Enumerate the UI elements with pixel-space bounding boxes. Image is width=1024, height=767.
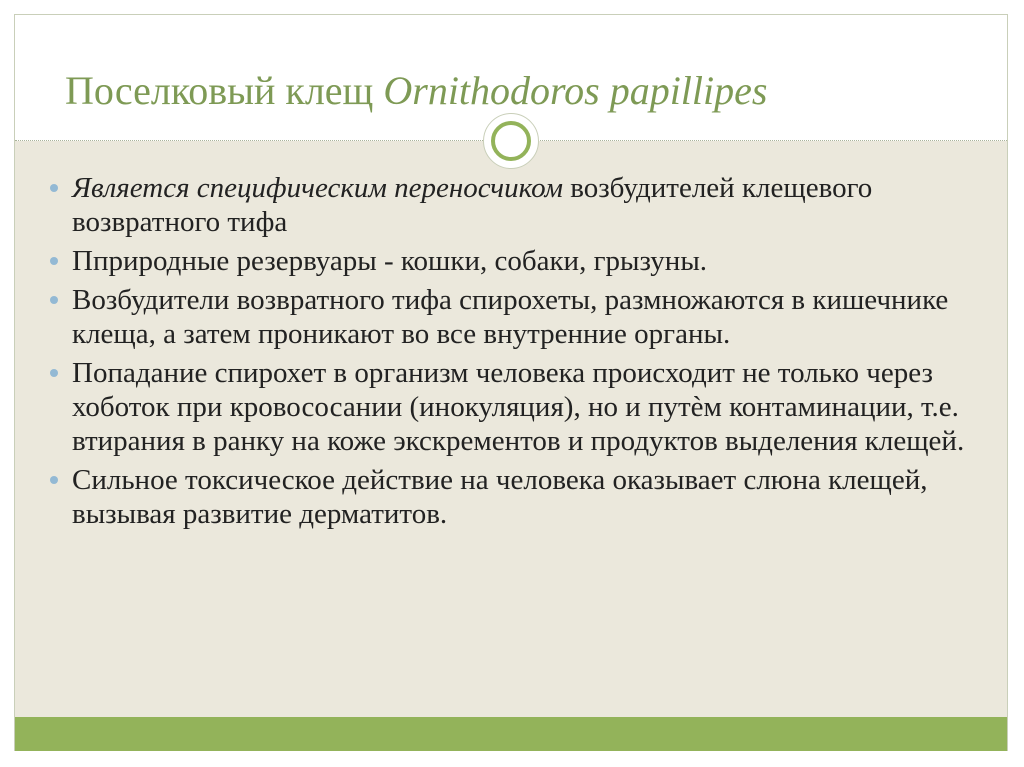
slide-title xyxy=(65,68,768,113)
bullet-text: возбудителей клещевого возвратного тифа xyxy=(72,172,873,238)
bullet-text: Возбудители возвратного тифа спирохеты, размножаются в кишечнике клеща, а затем проникают во все внутренние органы. xyxy=(72,284,949,350)
bullet-dot-icon xyxy=(50,476,58,484)
bullet-text: Пприродные резервуары - кошки, собаки, грызуны. xyxy=(72,245,708,277)
bullet-item xyxy=(50,283,990,351)
bullet-dot-icon xyxy=(50,257,58,265)
title-main: Поселковый клещ xyxy=(65,68,384,113)
bullet-text: Сильное токсическое действие на человека оказывает слюна клещей, вызывая развитие дерматитов. xyxy=(72,464,928,530)
bullet-text: Попадание спирохет в организм человека происходит не только через хоботок при кровососании (инокуляция), но и путѐм контаминации, т.е. втирания в ранку на коже экскрементов и продуктов выделения клещей. xyxy=(72,357,965,457)
bullet-item xyxy=(50,244,990,278)
bullet-item xyxy=(50,463,990,531)
footer-bar xyxy=(15,717,1007,751)
bullet-item xyxy=(50,356,990,458)
bullet-italic-text: Является специфическим переносчиком xyxy=(72,172,563,204)
bullet-item xyxy=(50,171,990,239)
bullet-list xyxy=(50,171,990,536)
bullet-dot-icon xyxy=(50,184,58,192)
bullet-dot-icon xyxy=(50,296,58,304)
title-species: Ornithodoros papillipes xyxy=(383,68,768,113)
bullet-dot-icon xyxy=(50,369,58,377)
ring-ornament-icon xyxy=(483,113,539,169)
